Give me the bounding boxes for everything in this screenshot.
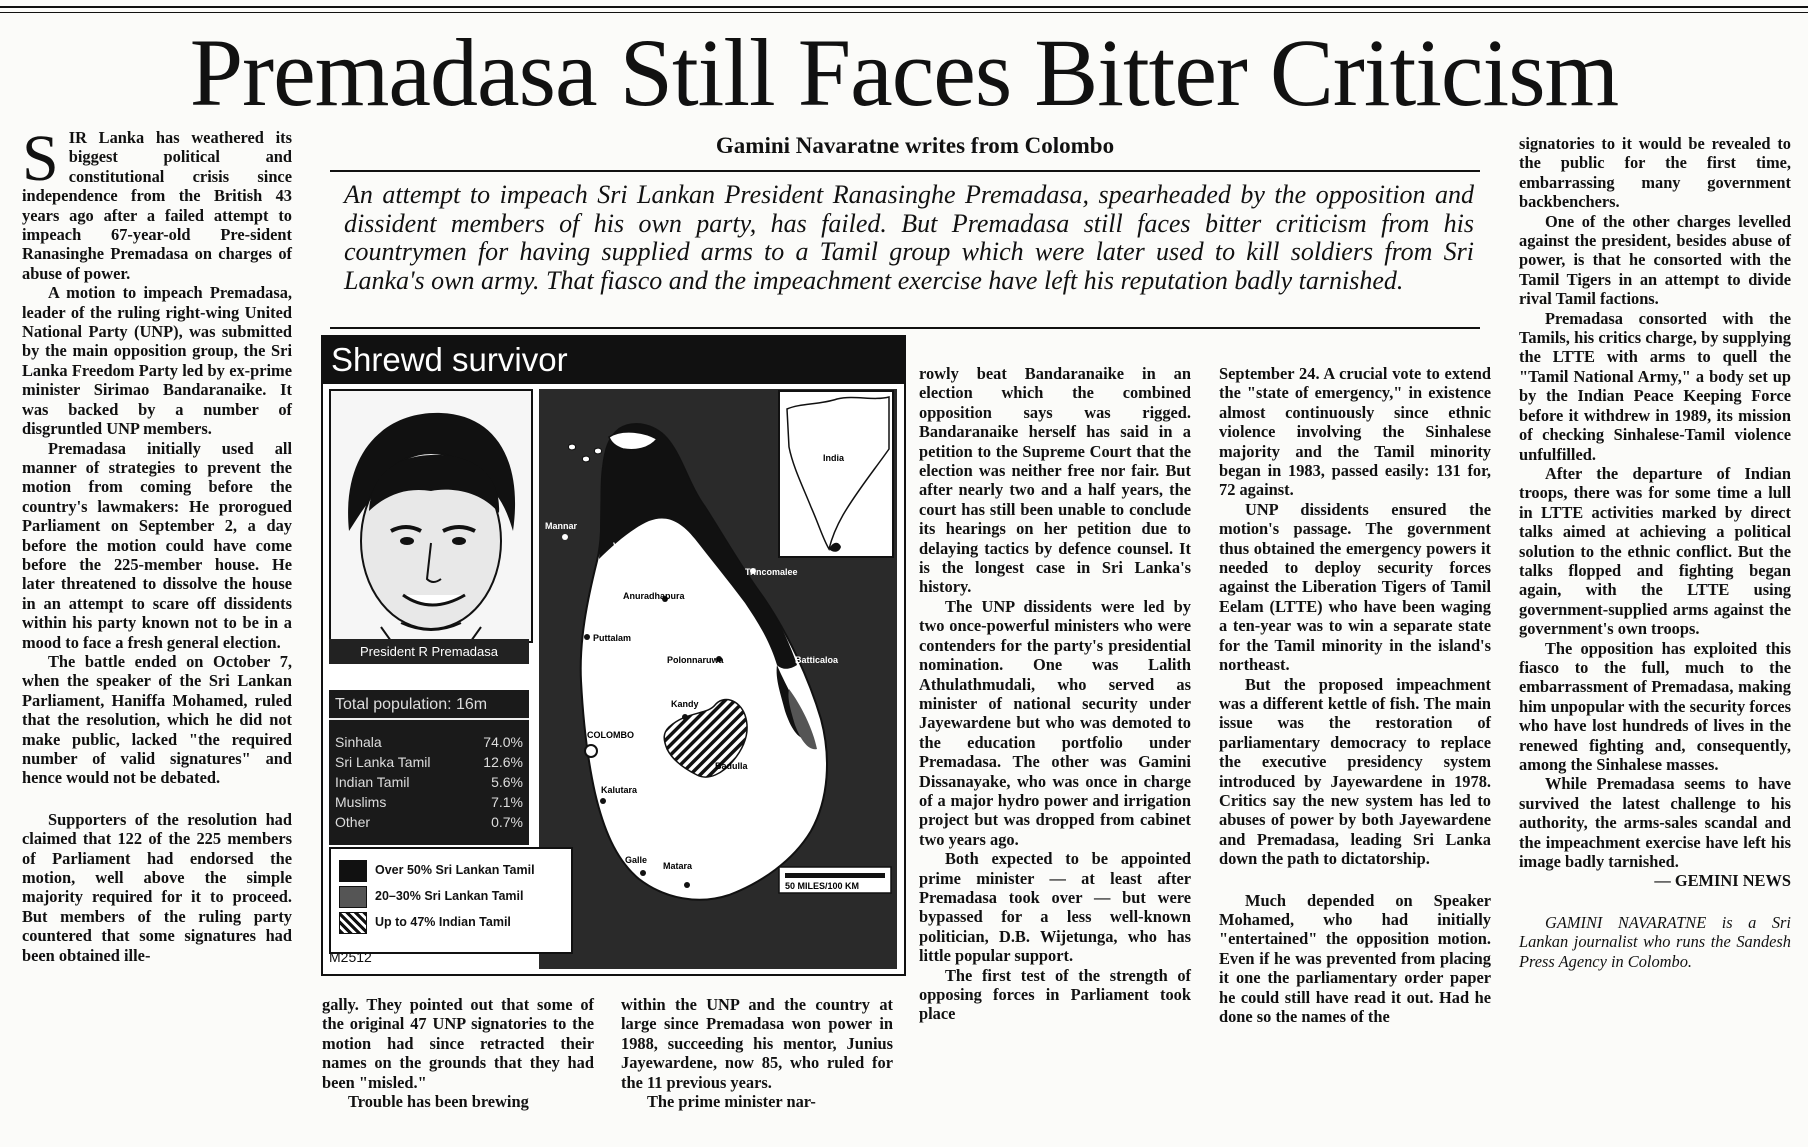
graphic-title: Shrewd survivor [323, 337, 904, 384]
column-1 [22, 122, 292, 965]
paragraph: Both expected to be appointed prime minister — at least after Premadasa took over — but were bypassed for a less well-known politician, D.B. Wijetunga, who has little popular support. [919, 849, 1191, 966]
top-rule-thin [0, 12, 1808, 13]
stat-row [335, 732, 523, 752]
stat-row [335, 772, 523, 792]
legend-swatch [339, 886, 367, 908]
map-label-badulla: Badulla [715, 761, 748, 771]
map-label-trincomalee: Trincomalee [745, 567, 798, 577]
deck-rule-bottom [330, 327, 1480, 329]
map-label-mannar: Mannar [545, 521, 578, 531]
paragraph: The battle ended on October 7, when the speaker of the Sri Lankan Parliament, Haniffa Mohamed, ruled that the resolution, which he did not make public, lacked "the required number of valid signatures" and hence would not be debated. [22, 651, 292, 788]
paragraph: IR Lanka has weathered its biggest political and constitutional crisis since independence from the British 43 years ago after a failed attempt to impeach 67-year-old Pre-sident Ranasinghe Premadasa on charges of abuse of power. [22, 128, 292, 283]
graphic-credit: M2512 [329, 949, 372, 965]
legend-label: Over 50% Sri Lankan Tamil [375, 863, 535, 877]
stat-value: 0.7% [491, 814, 523, 830]
legend-item [339, 885, 523, 909]
stats-header: Total population: 16m [329, 690, 529, 720]
paragraph: Trouble has been brewing [348, 1092, 529, 1112]
stat-value: 5.6% [491, 774, 523, 790]
stat-label: Indian Tamil [335, 774, 410, 790]
paragraph: Supporters of the resolution had claimed that 122 of the 225 members of Parliament had endorsed the motion, well above the simple majority required for it to proceed. But members of the ruling party countered that some signatures had been obtained ille- [22, 809, 292, 965]
stat-value: 7.1% [491, 794, 523, 810]
map-scale: 50 MILES/100 KM [785, 881, 860, 891]
stat-row [335, 792, 523, 812]
paragraph: rowly beat Bandaranaike in an election which the combined opposition says was rigged. Bandaranaike herself has said in a petition to the Supreme Court that the election was neither free nor fair. But after nearly two and a half years, the court has still been unable to conclude its hearings on her petition due to delaying tactics by defence counsel. It is the longest case in Sri Lanka's history. [919, 364, 1191, 597]
paragraph: A motion to impeach Premadasa, leader of the ruling right-wing United National Party (UNP), was submitted by the main opposition group, the Sri Lanka Freedom Party led by ex-prime minister Sirimao Bandaranaike. It was backed by a number of disgruntled UNP members. [22, 283, 292, 439]
map-label-polonnaruwa: Polonnaruwa [667, 655, 724, 665]
column-5 [1219, 364, 1491, 1026]
map-label-puttalam: Puttalam [593, 633, 632, 643]
paragraph: Much depended on Speaker Mohamed, who had initially "entertained" the opposition motion. Even if he was prevented from placing it one the parliamentary order paper he could still have read it out. Had he done so the names of the [1219, 890, 1491, 1026]
map-label-jaffna: Jaffna [623, 435, 650, 445]
paragraph: Premadasa consorted with the Tamils, his critics charge, by supplying the LTTE with arms to quell the "Tamil National Army," a body set up by the Indian Peace Keeping Force before it withdrew in 1989, its mission of checking Sinhalese-Tamil violence unfulfilled. [1519, 308, 1791, 464]
photo-caption: President R Premadasa [329, 639, 529, 664]
paragraph: signatories to it would be revealed to the public for the first time, embarrassing many government backbenchers. [1519, 134, 1791, 212]
stat-row [335, 812, 523, 832]
map-illustration [539, 389, 897, 969]
map-label-matara: Matara [663, 861, 693, 871]
headline: Premadasa Still Faces Bitter Criticism [189, 19, 1619, 126]
map-label-batticaloa: Batticaloa [795, 655, 839, 665]
population-stats [329, 690, 529, 845]
legend-label: 20–30% Sri Lankan Tamil [375, 889, 524, 903]
stat-label: Sri Lanka Tamil [335, 754, 431, 770]
legend-label: Up to 47% Indian Tamil [375, 915, 511, 929]
stat-value: 74.0% [483, 734, 523, 750]
stat-label: Muslims [335, 794, 387, 810]
deck: An attempt to impeach Sri Lankan President Ranasinghe Premadasa, spearheaded by the opposition and dissident members of his own party, has failed. But Premadasa still faces bitter criticism from his countrymen for having supplied arms to a Tamil group which were later used to kill soldiers from Sri Lanka's own army. That fiasco and the impeachment exercise have left his reputation badly tarnished. [344, 180, 1474, 295]
deck-rule-top [330, 170, 1480, 172]
paragraph: One of the other charges levelled against the president, besides abuse of power, is that he consorted with the Tamil Tigers in an attempt to divide rival Tamil factions. [1519, 211, 1791, 309]
stat-value: 12.6% [483, 754, 523, 770]
legend-swatch [339, 860, 367, 882]
paragraph: The opposition has exploited this fiasco to the full, much to the embarrassment of Premadasa, making him unpopular with the security forces who have lost hundreds of lives in the renewed fighting and, consequently, among the Sinhalese masses. [1519, 638, 1791, 774]
map-label-colombo: COLOMBO [587, 730, 634, 740]
sri-lanka-map [539, 389, 897, 969]
paragraph: within the UNP and the country at large since Premadasa won power in 1988, succeeding his mentor, Junius Jayewardene, now 85, who ruled for the 11 previous years. [621, 995, 893, 1092]
sign-off: — GEMINI NEWS [1654, 871, 1791, 891]
top-rule [0, 6, 1808, 8]
stat-row [335, 752, 523, 772]
paragraph: The UNP dissidents were led by two once-powerful ministers who were contenders for the party's presidential nomination. One was Lalith Athulathmudali, who served as minister of national security under Jayewardene but who was demoted to the education portfolio under Premadasa. The other was Gamini Dissanayake, who was once in charge of a major hydro power and irrigation project but was dropped from cabinet two years ago. [919, 596, 1191, 849]
map-label-kandy: Kandy [671, 699, 699, 709]
paragraph: UNP dissidents ensured the motion's passage. The government thus obtained the emergency powers it needed to deploy security forces against the Liberation Tigers of Tamil Eelam (LTTE) who have been waging a ten-year was to win a separate state for the Tamil minority in the island's northeast. [1219, 499, 1491, 675]
paragraph: After the departure of Indian troops, there was for some time a lull in LTTE activities marked by direct talks aimed at achieving a political solution to the ethnic conflict. But the talks flopped and fighting began again, with the LTTE using government-supplied arms against the government's own troops. [1519, 463, 1791, 639]
drop-cap: S [22, 122, 59, 195]
legend-swatch [339, 912, 367, 934]
paragraph: Premadasa initially used all manner of strategies to prevent the motion from coming before the country's lawmakers: He prorogued Parliament on September 2, a day before the motion could have come before the 225-member house. He later threatened to dissolve the house in an attempt to scare off dissidents within his party known not to be in a mood to face a fresh general election. [22, 438, 292, 652]
column-3 [621, 995, 893, 1111]
map-label-galle: Galle [625, 855, 648, 865]
president-portrait [329, 389, 533, 643]
paragraph: The prime minister nar- [647, 1092, 816, 1112]
byline: Gamini Navaratne writes from Colombo [715, 133, 1115, 158]
column-2 [322, 995, 594, 1111]
map-label-vavuniya: Vavuniya [613, 541, 653, 551]
paragraph: While Premadasa seems to have survived the latest challenge to his authority, the arms-sales scandal and the impeachment exercise have left his image badly tarnished. [1519, 774, 1791, 872]
author-bio: GAMINI NAVARATNE is a Sri Lankan journalist who runs the Sandesh Press Agency in Colombo. [1519, 912, 1791, 971]
map-legend [329, 847, 573, 954]
portrait-illustration [331, 391, 531, 641]
paragraph: September 24. A crucial vote to extend the "state of emergency," in existence almost continuously since ethnic violence involving the Sinhalese majority and the Tamil minority began in 1983, passed easily: 131 for, 72 against. [1219, 364, 1491, 500]
map-label-india: India [823, 453, 845, 463]
graphic-shrewd-survivor [321, 335, 906, 976]
map-label-anuradhapura: Anuradhapura [623, 591, 685, 601]
legend-item [339, 859, 535, 883]
stat-label: Sinhala [335, 734, 382, 750]
paragraph: gally. They pointed out that some of the original 47 UNP signatories to the motion had since retracted their names on the grounds that they had been "misled." [322, 995, 594, 1092]
map-label-kalutara: Kalutara [601, 785, 638, 795]
paragraph: The first test of the strength of opposing forces in Parliament took place [919, 965, 1191, 1024]
legend-item [339, 911, 511, 935]
column-4 [919, 364, 1191, 1024]
column-6 [1519, 134, 1791, 971]
stat-label: Other [335, 814, 371, 830]
paragraph: But the proposed impeachment was a different kettle of fish. The main issue was the restoration of parliamentary democracy to replace the executive presidency system introduced by Jayewardene in 1978. Critics say the new system has led to abuses of power by both Jayewardene and Premadasa, leading Sri Lanka down the path to dictatorship. [1219, 674, 1491, 869]
